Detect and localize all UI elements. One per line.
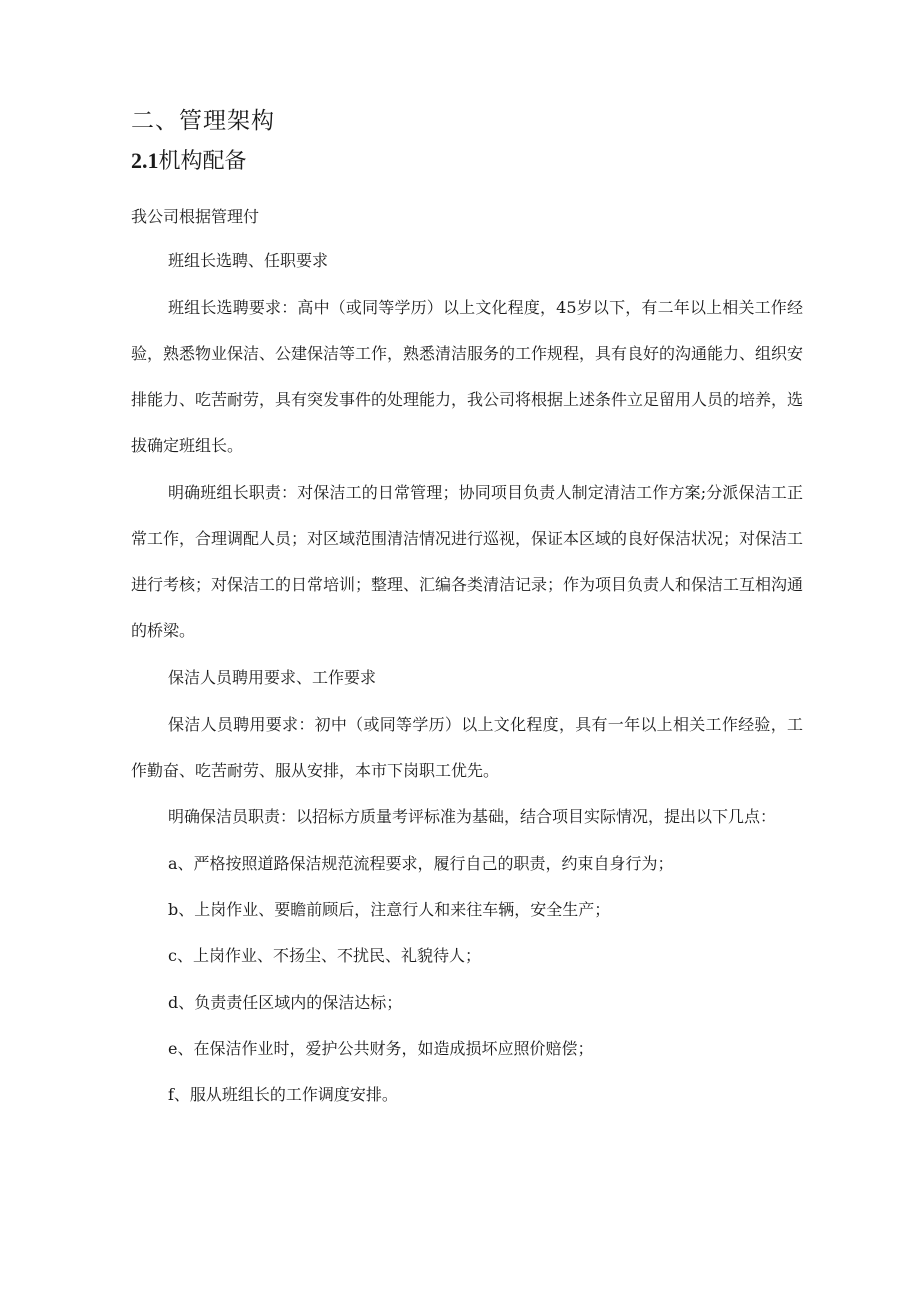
team-leader-title: 班组长选聘、任职要求	[168, 251, 329, 270]
subsection-title: 机构配备	[158, 149, 247, 174]
subsection-heading	[131, 146, 247, 177]
list-item: e、在保洁作业时，爱护公共财务，如造成损坏应照价赔偿；	[168, 1039, 594, 1058]
list-item: a、严格按照道路保洁规范流程要求，履行自己的职责，约束自身行为；	[168, 854, 674, 873]
section-heading: 二、管理架构	[131, 108, 275, 134]
intro-text: 我公司根据管理付	[131, 207, 260, 226]
cleaner-duties-intro: 明确保洁员职责：以招标方质量考评标准为基础，结合项目实际情况，提出以下几点：	[168, 807, 777, 826]
list-item: c、上岗作业、不扬尘、不扰民、礼貌待人；	[168, 946, 481, 965]
cleaner-title: 保洁人员聘用要求、工作要求	[168, 668, 377, 687]
cleaner-requirements: 保洁人员聘用要求：初中（或同等学历）以上文化程度，具有一年以上相关工作经验，工作勤奋、吃苦耐劳、服从安排，本市下岗职工优先。	[131, 715, 803, 780]
team-leader-duties: 明确班组长职责：对保洁工的日常管理；协同项目负责人制定清洁工作方案;分派保洁工正常工作，合理调配人员；对区域范围清洁情况进行巡视，保证本区域的良好保洁状况；对保洁工进行考核；对保洁工的日常培训；整理、汇编各类清洁记录；作为项目负责人和保洁工互相沟通的桥梁。	[131, 483, 804, 640]
list-item: f、服从班组长的工作调度安排。	[168, 1085, 398, 1104]
subsection-number: 2.1	[131, 148, 159, 173]
team-leader-requirements: 班组长选聘要求：高中（或同等学历）以上文化程度，45岁以下，有二年以上相关工作经验，熟悉物业保洁、公建保洁等工作，熟悉清洁服务的工作规程，具有良好的沟通能力、组织安排能力、吃苦耐劳，具有突发事件的处理能力，我公司将根据上述条件立足留用人员的培养，选拔确定班组长。	[131, 298, 804, 455]
list-item: b、上岗作业、要瞻前顾后，注意行人和来往车辆，安全生产；	[168, 900, 611, 919]
list-item: d、负责责任区域内的保洁达标；	[168, 993, 403, 1012]
